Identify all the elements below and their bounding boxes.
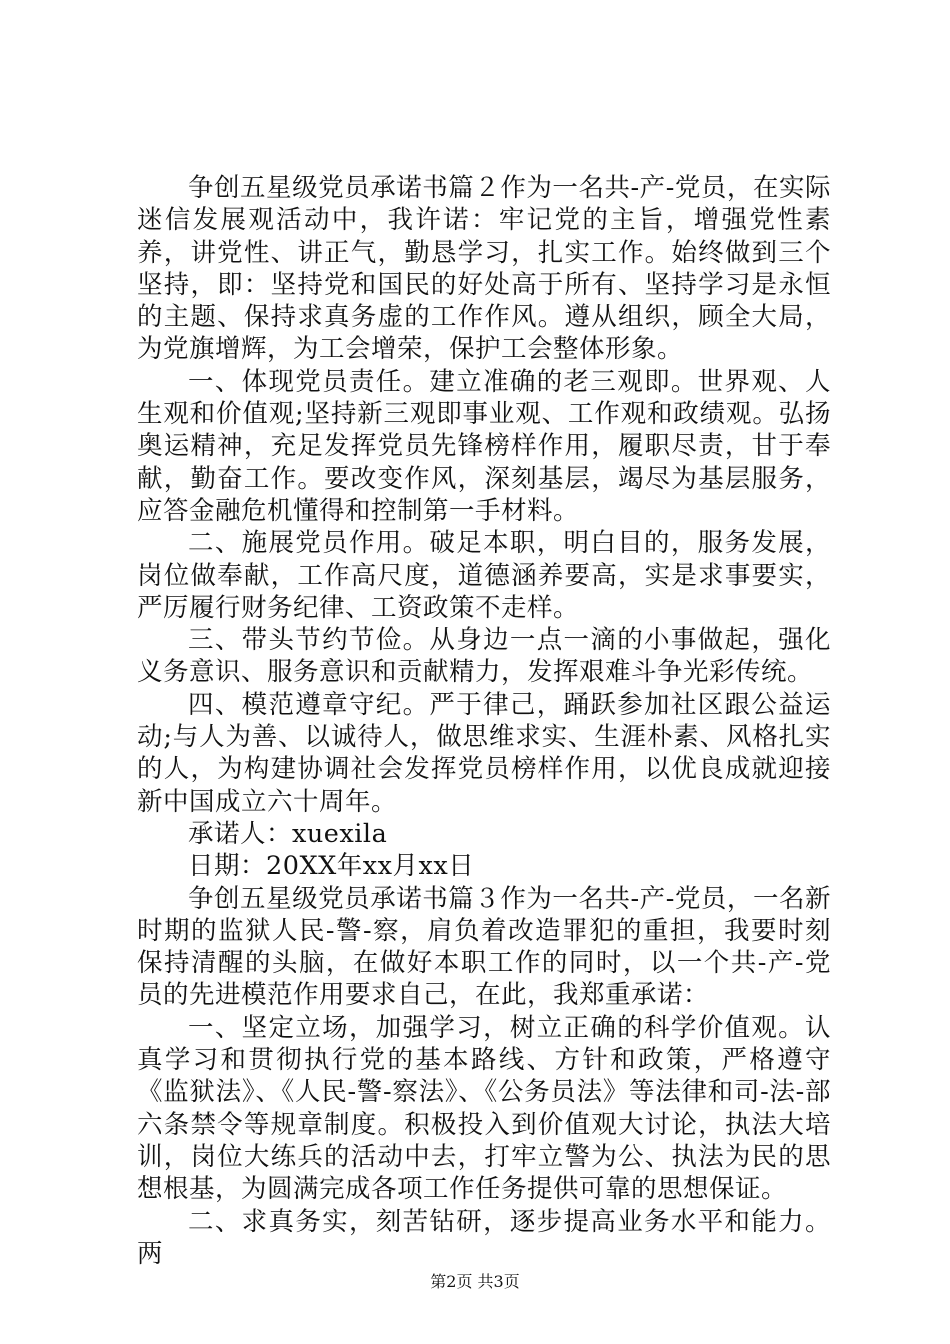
paragraph-point-4: 四、模范遵章守纪。严于律己，踊跃参加社区跟公益运动;与人为善、以诚待人，做思维求实、生涯朴素、风格扎实的人，为构建协调社会发挥党员榜样作用，以优良成就迎接新中国成立六十周年。 bbox=[137, 689, 831, 817]
paragraph-point-2: 二、施展党员作用。破足本职，明白目的，服务发展，岗位做奉献，工作高尺度，道德涵养要高，实是求事要实，严厉履行财务纪律、工资政策不走样。 bbox=[137, 528, 831, 623]
paragraph-pledge-3-point-2: 二、求真务实，刻苦钻研，逐步提高业务水平和能力。两 bbox=[137, 1206, 831, 1269]
paragraph-point-1: 一、体现党员责任。建立准确的老三观即。世界观、人生观和价值观;坚持新三观即事业观、工作观和政绩观。弘扬奥运精神，充足发挥党员先锋榜样作用，履职尽责，甘于奉献，勤奋工作。要改变作风，深刻基层，竭尽为基层服务，应答金融危机懂得和控制第一手材料。 bbox=[137, 366, 831, 526]
date-line: 日期：20XX年xx月xx日 bbox=[188, 851, 475, 882]
page-footer: 第2页 共3页 bbox=[430, 1272, 520, 1291]
paragraph-pledge-3-point-1: 一、坚定立场，加强学习，树立正确的科学价值观。认真学习和贯彻执行党的基本路线、方针和政策，严格遵守《监狱法》、《人民-警-察法》、《公务员法》等法律和司-法-部六条禁令等规章制度。积极投入到价值观大讨论，执法大培训，岗位大练兵的活动中去，打牢立警为公、执法为民的思想根基，为圆满完成各项工作任务提供可靠的思想保证。 bbox=[137, 1012, 831, 1205]
document-body bbox=[137, 172, 831, 1270]
paragraph-pledge-3-intro: 争创五星级党员承诺书篇３作为一名共-产-党员，一名新时期的监狱人民-警-察，肩负着改造罪犯的重担，我要时刻保持清醒的头脑，在做好本职工作的同时，以一个共-产-党员的先进模范作用要求自己，在此，我郑重承诺： bbox=[137, 883, 831, 1011]
paragraph-pledge-2-intro: 争创五星级党员承诺书篇２作为一名共-产-党员，在实际迷信发展观活动中，我许诺：牢记党的主旨，增强党性素养，讲党性、讲正气，勤恳学习，扎实工作。始终做到三个坚持，即：坚持党和国民的好处高于所有、坚持学习是永恒的主题、保持求真务虚的工作作风。遵从组织，顾全大局，为党旗增辉，为工会增荣，保护工会整体形象。 bbox=[137, 173, 831, 365]
paragraph-point-3: 三、带头节约节俭。从身边一点一滴的小事做起，强化义务意识、服务意识和贡献精力，发挥艰难斗争光彩传统。 bbox=[137, 625, 831, 688]
pledger-line: 承诺人：xuexila bbox=[188, 818, 388, 849]
